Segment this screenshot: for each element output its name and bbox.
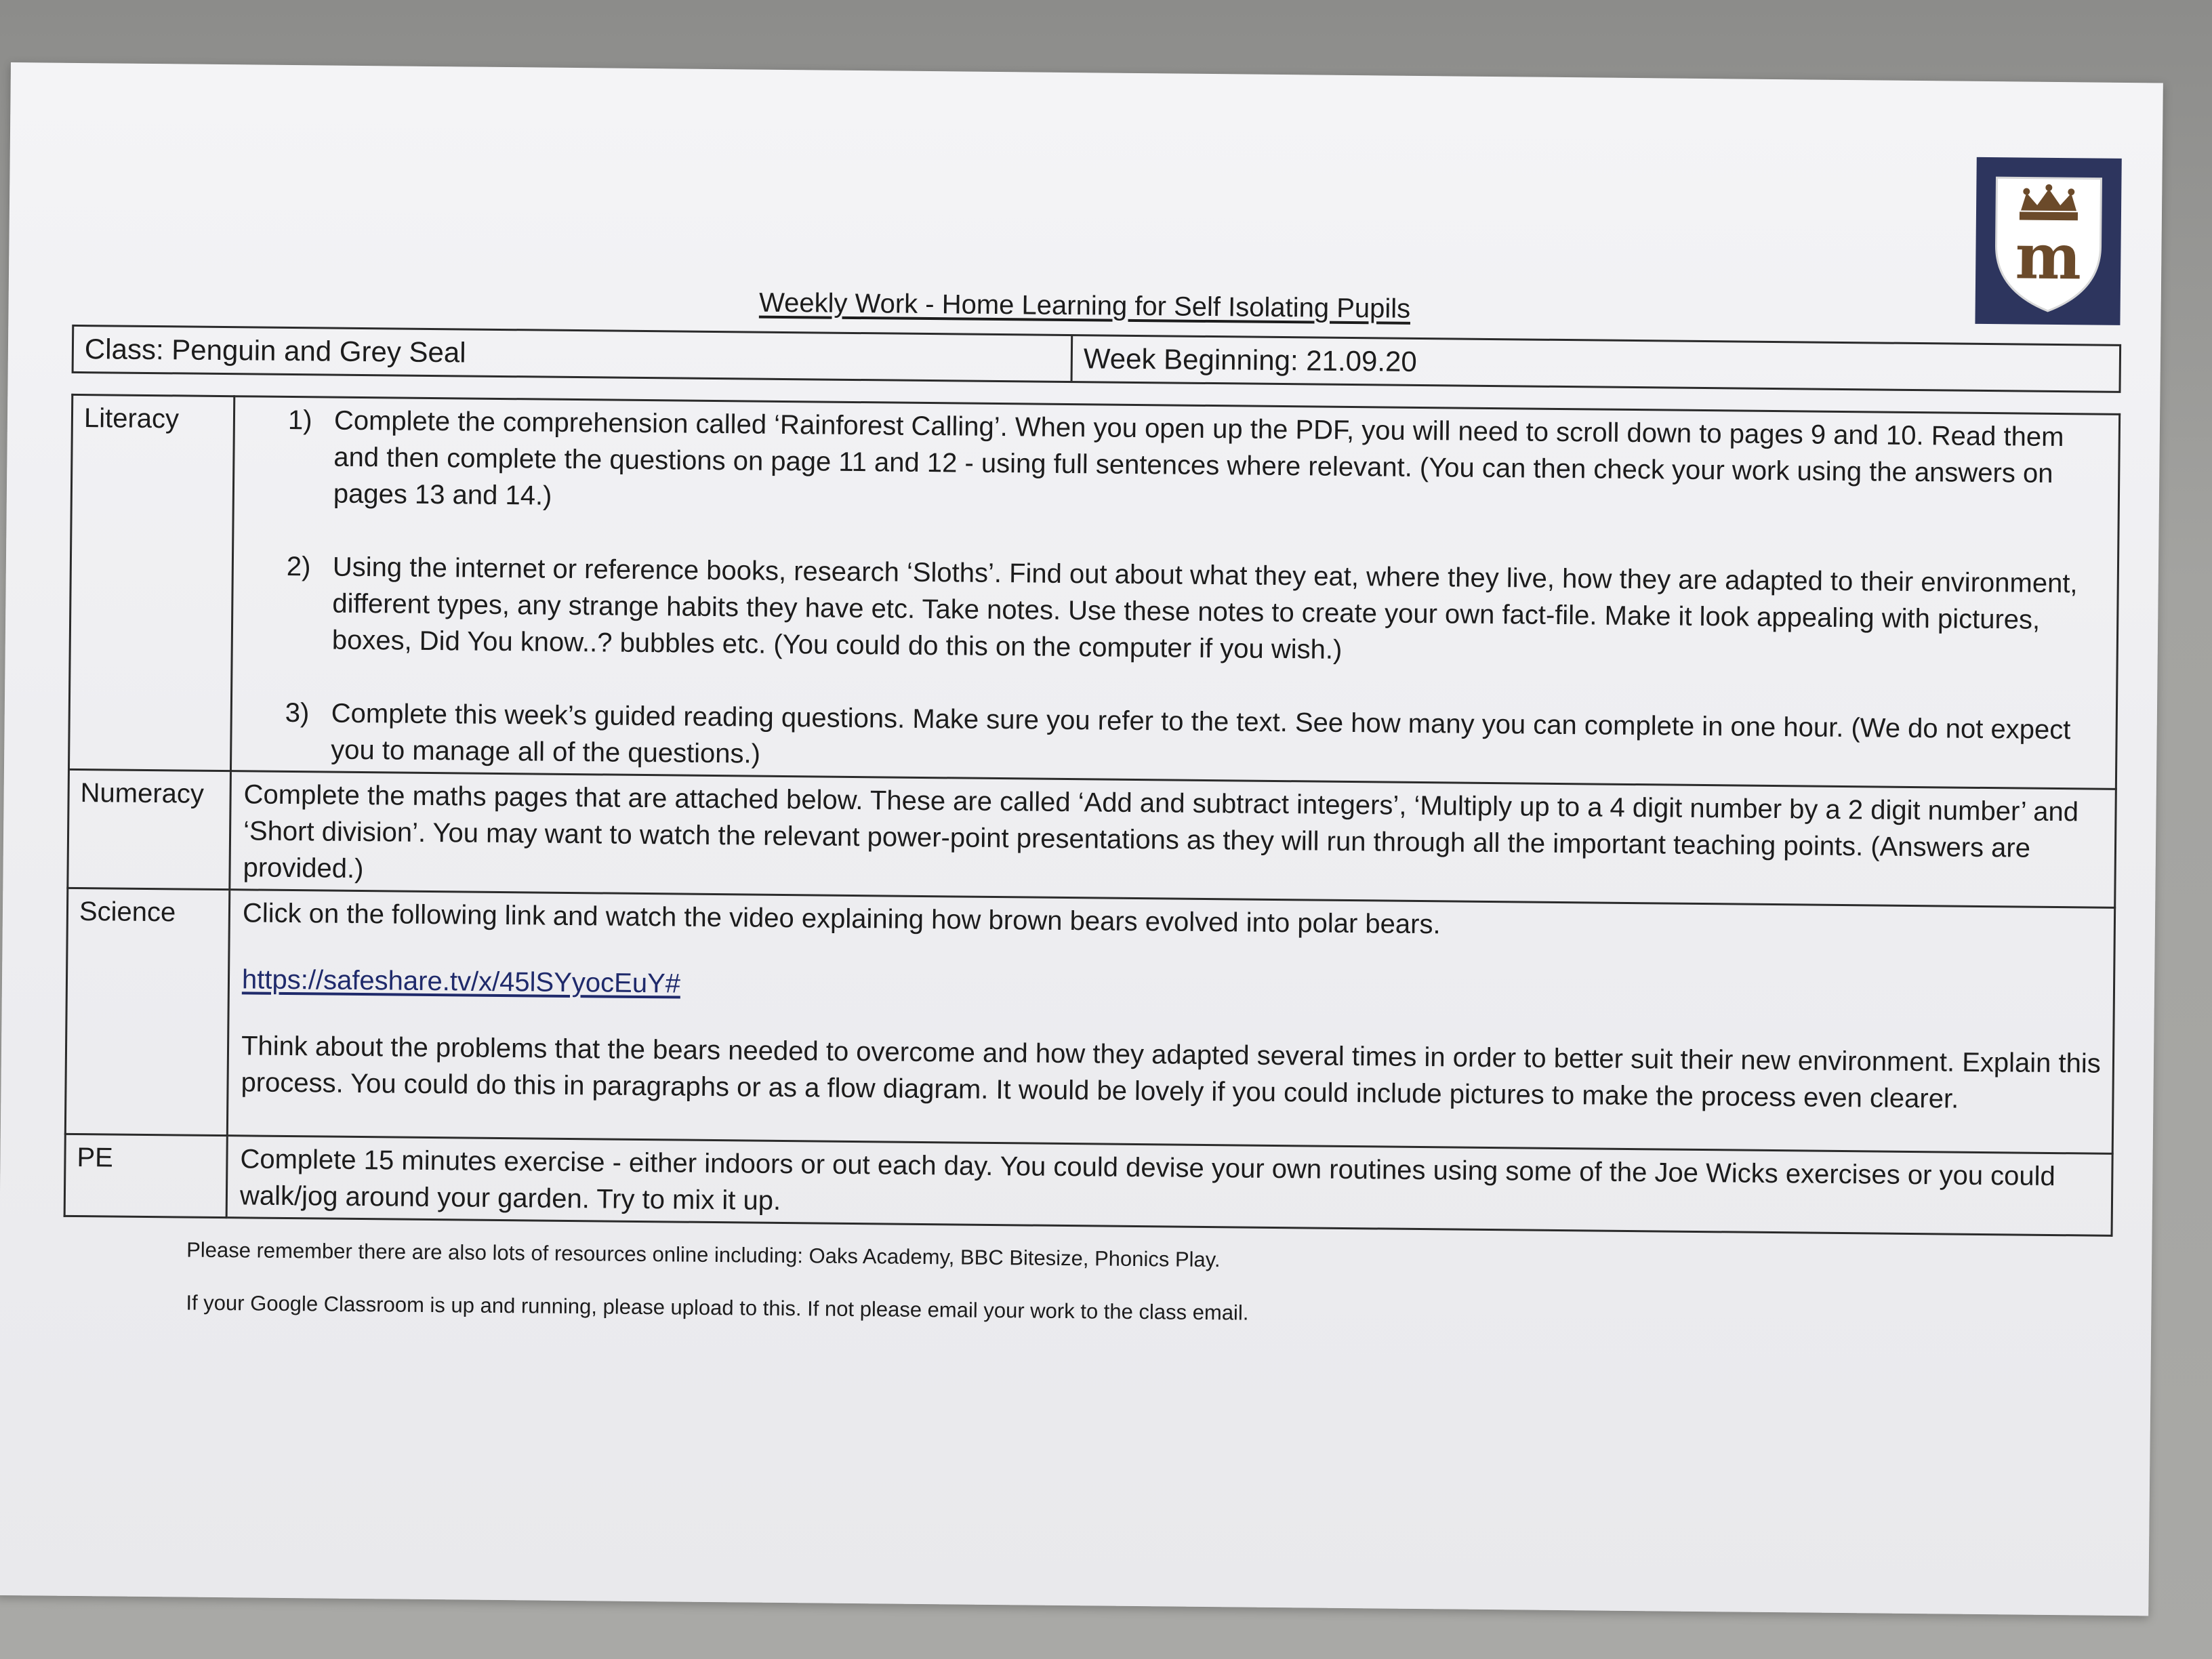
upload-note: If your Google Classroom is up and running, please upload to this. If not please email your work to the class email.	[186, 1290, 1249, 1325]
weekly-work-table	[64, 394, 2121, 1237]
video-link[interactable]: https://safeshare.tv/x/45lSYyocEuY#	[241, 964, 681, 999]
page-title: Weekly Work - Home Learning for Self Isolating Pupils	[758, 287, 1411, 324]
list-item	[285, 695, 2106, 785]
science-intro: Click on the following link and watch the video explaining how brown bears evolved into polar bears.	[242, 898, 1441, 940]
list-item	[286, 548, 2108, 676]
table-row	[68, 394, 2119, 789]
numeracy-task: Complete the maths pages that are attached below. These are called ‘Add and subtract integers’, ‘Multiply up to a 4 digit number by a 2 digit number’ and ‘Short division’. You may want to watch the relevant power-point presentations as they will run through all the important teaching points. (Answers are provided.)	[230, 771, 2116, 908]
resources-note: Please remember there are also lots of resources online including: Oaks Academy, BBC Bitesize, Phonics Play.	[186, 1237, 1221, 1272]
svg-text:m: m	[2015, 220, 2082, 294]
item-number: 3)	[285, 697, 310, 729]
subject-label: Science	[65, 888, 229, 1135]
item-text: Using the internet or reference books, research ‘Sloths’. Find out about what they eat, where they live, how they are adapted to their environment, different types, any strange habits they have etc. Take notes. Use these notes to create your own fact-file. Make it look appealing with pictures, boxes, Did You know..? bubbles etc. (You could do this on the computer if you wish.)	[331, 552, 2078, 665]
subject-label: Literacy	[68, 394, 234, 771]
item-number: 1)	[287, 405, 312, 436]
science-tasks	[227, 890, 2114, 1154]
worksheet-page	[0, 62, 2163, 1616]
class-info-row	[72, 325, 2122, 393]
week-beginning: Week Beginning: 21.09.20	[1083, 342, 1418, 377]
table-row	[68, 769, 2116, 907]
class-name: Class: Penguin and Grey Seal	[74, 327, 1073, 381]
subject-label: PE	[64, 1134, 227, 1217]
subject-label: Numeracy	[68, 769, 231, 889]
item-text: Complete this week’s guided reading questions. Make sure you refer to the text. See how many you can complete in one hour. (We do not expect you to manage all of the questions.)	[331, 698, 2071, 769]
item-number: 2)	[286, 551, 311, 582]
literacy-tasks	[230, 396, 2119, 790]
table-row	[65, 888, 2114, 1153]
item-text: Complete the comprehension called ‘Rainforest Calling’. When you open up the PDF, you will need to scroll down to pages 9 and 10. Read them and then complete the questions on page 11 and 12 - using full sentences where relevant. (You can then check your work using the answers on pages 13 and 14.)	[333, 405, 2064, 511]
list-item	[287, 402, 2109, 529]
pe-task: Complete 15 minutes exercise - either indoors or out each day. You could devise your own routines using some of the Joe Wicks exercises or you could walk/jog around your garden. Try to mix it up.	[226, 1136, 2112, 1236]
science-task: Think about the problems that the bears needed to overcome and how they adapted several times in order to better suit their new environment. Explain this process. You could do this in paragraphs or as a flow diagram. It would be lovely if you could include pictures to make the process even clearer.	[241, 1031, 2101, 1114]
